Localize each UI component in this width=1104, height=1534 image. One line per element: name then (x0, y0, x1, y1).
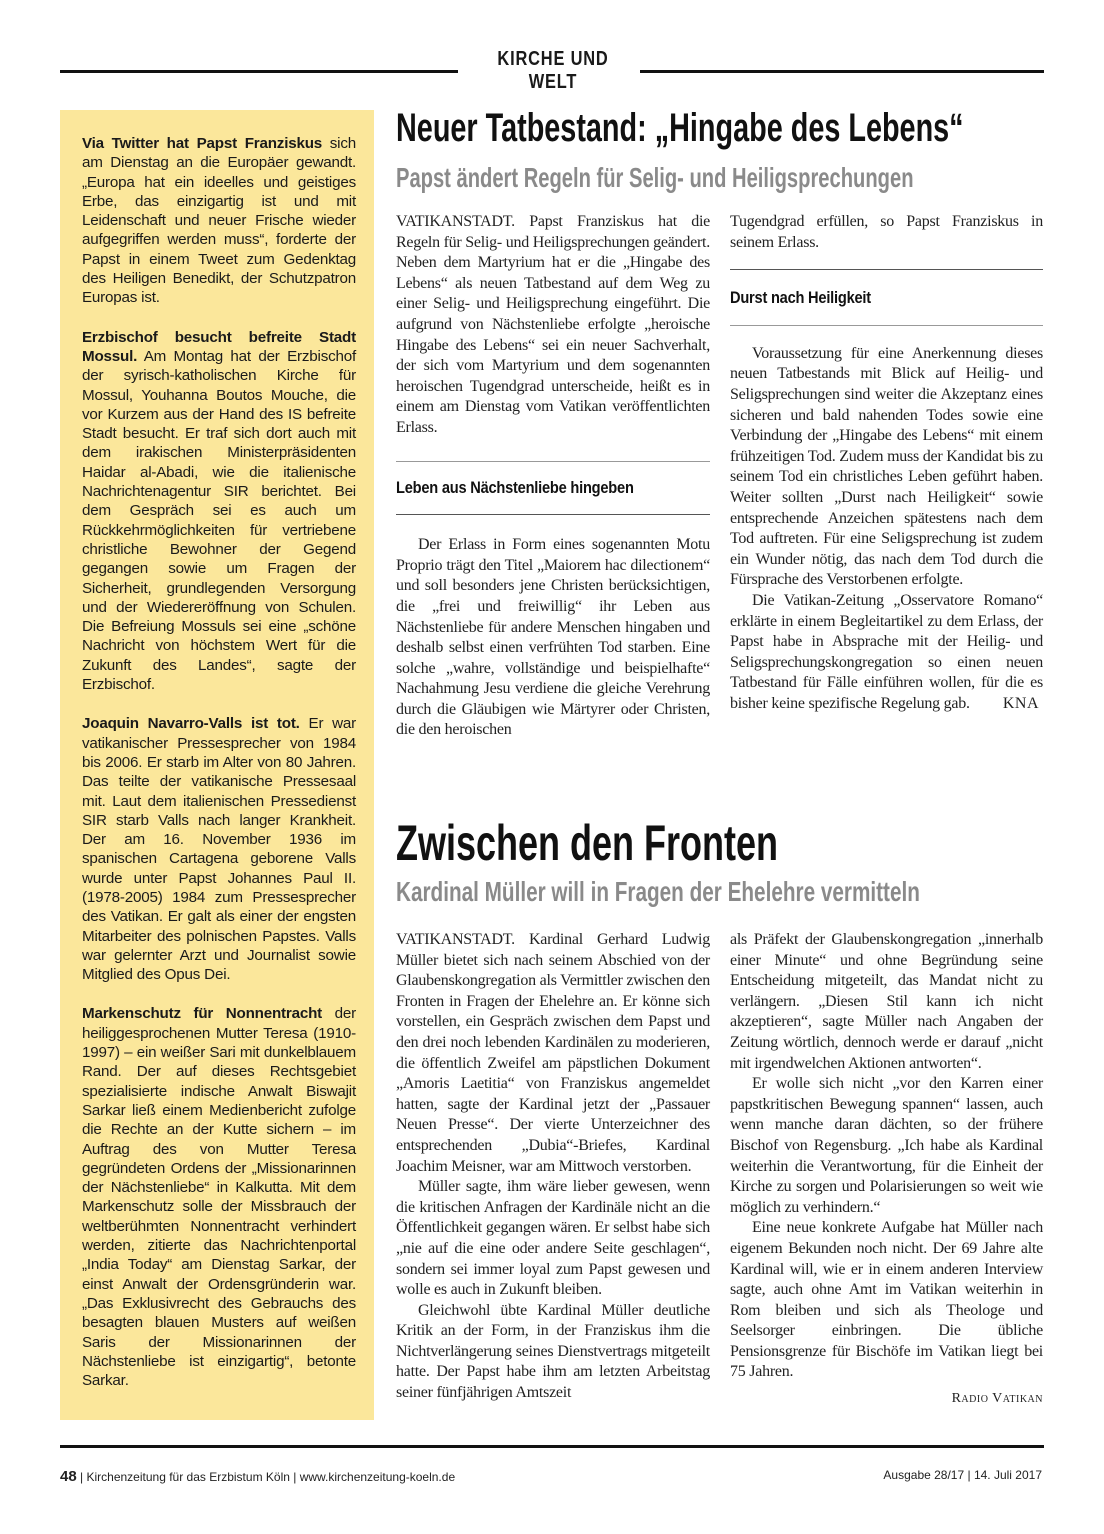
article2-headline: Zwischen den Fronten (396, 815, 779, 871)
article2-paragraph: Gleichwohl übte Kardinal Müller deutliche Kritik an der Form, in der Franziskus ihm die Nichtverlängerung seines Dienstvertrags mitgeteilt hatte. Der Papst habe ihm am letzten Arbeitstag seiner fünfjährigen Amtszeit (396, 1301, 710, 1402)
article2-column-1 (396, 930, 710, 1404)
sidebar-item-text: der heiliggesprochenen Mutter Teresa (1910-1997) – ein weißer Sari mit dunkelblauem Rand. Der auf dieses Rechtsgebiet spezialisierte indische Anwalt Biswajit Sarkar ließ einem Medienbericht zufolge die Rechte an der Kutte sichern – im Auftrag des von Mutter Teresa gegründeten Ordens der „Missionarinnen der Nächstenliebe“ in Kalkutta. Mit dem Markenschutz solle der Missbrauch der weltberühmten Nonnentracht verhindert werden, zitierte das Nachrichtenportal „India Today“ am Dienstag Sarkar, der einst Anwalt der Ordensgründerin war. „Das Exklusivrecht des Gebrauchs des besagten blauen Musters auf weißen Saris der Missionarinnen der Nächstenliebe ist einzigartig“, betonte Sarkar. (82, 1005, 356, 1390)
news-sidebar (60, 110, 374, 1420)
sidebar-item-text: Am Montag hat der Erzbischof der syrisch-katholischen Kirche für Mossul, Youhanna Boutos Mouche, die vor Kurzem aus der Hand des IS befreite Stadt besucht. Er traf sich dort auch mit dem irakischen Ministerpräsidenten Haidar al-Abadi, wie die italienische Nachrichtenagentur SIR berichtet. Bei dem Gespräch sei es auch um Rückkehrmöglichkeiten für vertriebene christliche Bewohner der Gegend gegangen sowie um Fragen der Sicherheit, grundlegenden Versorgung und der Wiedereröffnung von Schulen. Die Befreiung Mossuls sei eine „schöne Nachricht von höchstem Wert für die Zukunft des Landes“, sagte der Erzbischof. (82, 347, 356, 694)
sidebar-item-lead: Via Twitter hat Papst Franziskus (82, 135, 323, 152)
issue-info: Ausgabe 28/17 | 14. Juli 2017 (883, 1468, 1042, 1482)
article2-paragraph: als Präfekt der Glaubenskongregation „innerhalb einer Minute“ und ohne Begründung seine Entscheidung mitgeteilt, das Mandat nicht zu verlängern. „Diesen Stil kann ich nicht akzeptieren“, sagte Müller nach Angaben der Zeitung wörtlich, dennoch werde er darauf „nicht mit irgendwelchen Aktionen antworten“. (730, 931, 1043, 1072)
article2-credit: Radio Vatikan (951, 1391, 1043, 1407)
article2-paragraph: Er wolle sich nicht „vor den Karren einer papstkritischen Bewegung spannen“ lassen, auch wenn manche daran dächten, so der frühere Bischof von Regensburg. „Ich habe als Kardinal weiterhin die Verantwortung, für die Einheit der Kirche zu sorgen und Polarisierungen so weit wie möglich zu verhindern.“ (730, 1075, 1043, 1216)
footer-rule (60, 1445, 1044, 1448)
divider (730, 325, 1043, 326)
article1-paragraph: Voraussetzung für eine Anerkennung dieses neuen Tatbestands mit Blick auf Heilig- und Seligsprechungen sind weiter die Akzeptanz eines sicheren und bald nahenden Todes sowie eine Verbindung der „Hingabe des Lebens“ mit einem frühzeitigen Tod. Zudem muss der Kandidat bis zu seinem Tod ein christliches Leben geführt haben. Weiter sollten „Durst nach Heiligkeit“ sowie entsprechende Anzeichen spätestens nach dem Tod auftreten. Für eine Seligsprechung ist zudem ein Wunder nötig, das nach dem Tod durch die Fürsprache des Verstorbenen erfolgte. (730, 344, 1043, 589)
sidebar-item (82, 328, 356, 695)
divider (396, 461, 710, 462)
article1-column-1 (396, 212, 710, 741)
section-title: KIRCHE UND WELT (497, 48, 609, 93)
article1-subhead-2: Durst nach Heiligkeit (730, 288, 871, 308)
page-number: 48 (60, 1468, 77, 1485)
article1-column-2 (730, 212, 1043, 715)
divider (396, 514, 710, 515)
sidebar-item-text: sich am Dienstag an die Europäer gewandt. „Europa hat ein ideelles und geistiges Erbe, das einzigartig ist und mit Leidenschaft und neuer Frische wieder aufgegriffen werden muss“, forderte der Papst in einem Tweet zum Gedenktag des Heiligen Benedikt, der Schutzpatron Europas ist. (82, 135, 356, 307)
article2-column-2 (730, 930, 1043, 1410)
article1-credit: KNA (1002, 695, 1039, 713)
divider (730, 269, 1043, 270)
header-rule-right (640, 70, 1044, 73)
sidebar-item (82, 1004, 356, 1390)
article1-subhead-1: Leben aus Nächstenliebe hingeben (396, 477, 634, 497)
article2-paragraph: Müller sagte, ihm wäre lieber gewesen, wenn die kritischen Anfragen der Kardinäle nicht an die Öffentlichkeit gegangen wären. Er selbst habe sich „nie auf die eine oder andere Seite geschlagen“, sondern sei immer loyal zum Papst gewesen und wolle es auch in Zukunft bleiben. (396, 1178, 710, 1299)
header-rule-left (60, 70, 458, 73)
sidebar-item-text: Er war vatikanischer Pressesprecher von 1984 bis 2006. Er starb im Alter von 80 Jahren. Das teilte der vatikanische Pressesaal mit. Laut dem italienischen Pressedienst SIR starb Valls nach langer Krankheit. Der am 16. November 1936 im spanischen Cartagena geborene Valls wurde unter Papst Johannes Paul II. (1978-2005) 1984 zum Pressesprecher des Vatikan. Er galt als einer der engsten Mitarbeiter des polnischen Papstes. Valls war gelernter Arzt und Journalist sowie Mitglied des Opus Dei. (82, 715, 356, 984)
footer-left (60, 1468, 455, 1485)
sidebar-item (82, 714, 356, 984)
publication-info: | Kirchenzeitung für das Erzbistum Köln | www.kirchenzeitung-koeln.de (80, 1470, 456, 1484)
article2-paragraph: VATIKANSTADT. Kardinal Gerhard Ludwig Müller bietet sich nach seinem Abschied von der Glaubenskongregation als Vermittler zwischen den Fronten in Fragen der Ehelehre an. Er könne sich vorstellen, ein Gespräch zwischen dem Papst und den drei noch lebenden Kardinälen zu moderieren, die öffentlich Zweifel am päpstlichen Dokument „Amoris Laetitia“ von Franziskus angemeldet hatten, sagte der Kardinal jetzt der „Passauer Neuen Presse“. Der vierte Unterzeichner des entsprechenden „Dubia“-Briefes, Kardinal Joachim Meisner, war am Mittwoch verstorben. (396, 931, 710, 1175)
article1-subtitle: Papst ändert Regeln für Selig- und Heiligsprechungen (396, 162, 914, 193)
article1-paragraph: Der Erlass in Form eines sogenannten Motu Proprio trägt den Titel „Maiorem hac dilectionem“ und soll besonders jene Christen berücksichtigen, die „frei und freiwillig“ ihr Leben aus Nächstenliebe für andere Menschen hingaben und deshalb selbst einen verfrühten Tod starben. Eine solche „wahre, vollständige und beispielhafte“ Nachahmung Jesu verdiene die gleiche Verehrung durch die Gläubigen wie Märtyrer oder Christen, die den heroischen (396, 536, 710, 739)
article2-paragraph: Eine neue konkrete Aufgabe hat Müller nach eigenem Bekunden noch nicht. Der 69 Jahre alte Kardinal will, wie er in einem anderen Interview sagte, auch ohne Amt im Vatikan weiterhin in Rom bleiben und sich als Theologe und Seelsorger einbringen. Die übliche Pensionsgrenze für Bischöfe im Vatikan liegt bei 75 Jahren. (730, 1219, 1043, 1381)
sidebar-item (82, 134, 356, 308)
article1-paragraph: Die Vatikan-Zeitung „Osservatore Romano“ erklärte in einem Begleitartikel zu dem Erlass, der Papst habe in Absprache mit der Heilig- und Seligsprechungskongregation so einen neuen Tatbestand für Fälle einführen wollen, für die es bisher keine spezifische Regelung gab. (730, 591, 1043, 712)
sidebar-item-lead: Erzbischof besucht befreite Stadt Mossul. (82, 328, 356, 365)
article1-paragraph: Tugendgrad erfüllen, so Papst Franziskus in seinem Erlass. (730, 213, 1043, 251)
article1-paragraph: VATIKANSTADT. Papst Franziskus hat die Regeln für Selig- und Heiligsprechungen geändert. Neben dem Martyrium hat er die „Hingabe des Lebens“ als neuen Tatbestand auf dem Weg zu einer Selig- und Heiligsprechung eingeführt. Die aufgrund von Nächstenliebe erfolgte „heroische Hingabe des Lebens“ sei ein neuer Sachverhalt, der sich vom Martyrium und dem sogenannten heroischen Tugendgrad unterscheide, heißt es in einem am Dienstag vom Vatikan veröffentlichten Erlass. (396, 213, 710, 436)
sidebar-item-lead: Joaquin Navarro-Valls ist tot. (82, 715, 300, 733)
article2-subtitle: Kardinal Müller will in Fragen der Ehelehre vermitteln (396, 876, 920, 907)
article1-headline: Neuer Tatbestand: „Hingabe des Lebens“ (396, 106, 964, 150)
sidebar-item-lead: Markenschutz für Nonnentracht (82, 1005, 323, 1023)
